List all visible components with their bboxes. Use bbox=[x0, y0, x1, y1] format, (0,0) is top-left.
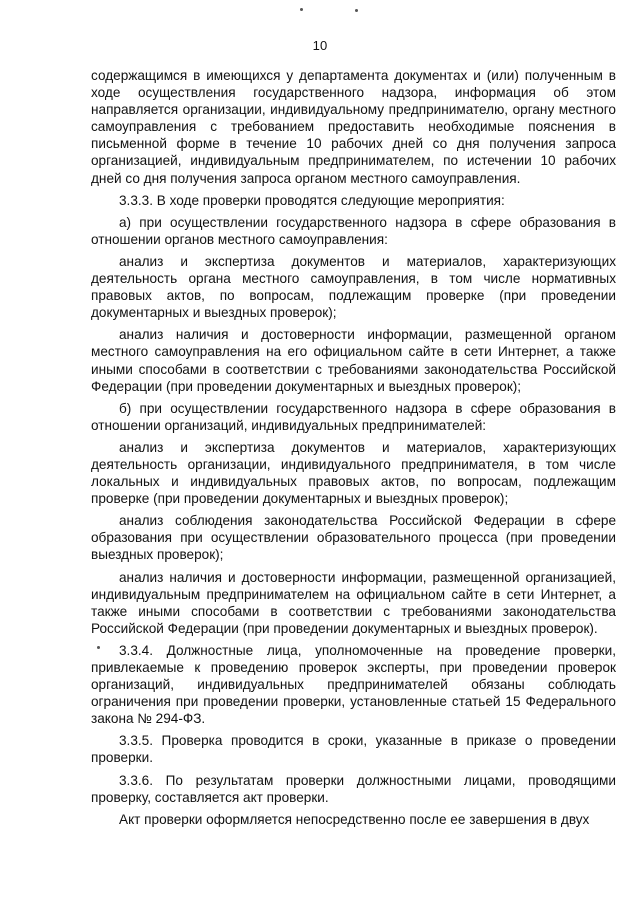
scan-speck-top bbox=[300, 8, 303, 11]
paragraph-3: а) при осуществлении государственного надзора в сфере образования в отношении органов местного самоуправления: bbox=[91, 214, 616, 247]
paragraph-13: Акт проверки оформляется непосредственно после ее завершения в двух bbox=[119, 811, 590, 827]
paragraph-11: 3.3.5. Проверка проводится в сроки, указанные в приказе о проведении проверки. bbox=[91, 733, 616, 766]
paragraph-8: анализ соблюдения законодательства Российской Федерации в сфере образования при осуществлении образовательного процесса (при проведении выездных проверок); bbox=[91, 513, 616, 563]
paragraph-9: анализ наличия и достоверности информации, размещенной организацией, индивидуальным предпринимателем на официальном сайте в сети Интернет, а также иными способами в соответствии с требованиями законодательства Российской Федерации (при проведении документарных и выездных проверок). bbox=[91, 569, 616, 636]
paragraph-6: б) при осуществлении государственного надзора в сфере образования в отношении организаций, индивидуальных предпринимателей: bbox=[91, 400, 616, 433]
scan-speck-top-2 bbox=[355, 9, 358, 12]
paragraph-7: анализ и экспертиза документов и материалов, характеризующих деятельность организации, индивидуального предпринимателя, в том числе локальных и индивидуальных правовых актов, по вопросам, подлежащим проверке (при проведении документарных и выездных проверок); bbox=[91, 439, 616, 507]
paragraph-1: содержащимся в имеющихся у департамента документах и (или) полученным в ходе осуществления государственного надзора, информация об этом направляется организации, индивидуальному предпринимателю, органу местного самоуправления с требованием предоставить необходимые пояснения в письменной форме в течение 10 рабочих дней со дня получения запроса организацией, индивидуальным предпринимателем, по истечении 10 рабочих дней со дня получения запроса органом местного самоуправления. bbox=[91, 68, 616, 186]
document-body bbox=[91, 67, 616, 833]
paragraph-10: 3.3.4. Должностные лица, уполномоченные на проведение проверки, привлекаемые к проведению проверок эксперты, при проведении проверок организаций, индивидуальных предпринимателей обязаны соблюдать ограничения при проведении проверки, установленные статьей 15 Федерального закона № 294-ФЗ. bbox=[91, 642, 616, 727]
page-number: 10 bbox=[312, 38, 328, 53]
paragraph-12: 3.3.6. По результатам проверки должностными лицами, проводящими проверку, составляется акт проверки. bbox=[91, 772, 616, 805]
paragraph-2: 3.3.3. В ходе проверки проводятся следующие мероприятия: bbox=[119, 192, 505, 208]
paragraph-4: анализ и экспертиза документов и материалов, характеризующих деятельность органа местного самоуправления, в том числе нормативных правовых актов, по вопросам, подлежащим проверке (при проведении документарных и выездных проверок); bbox=[91, 253, 616, 321]
paragraph-5: анализ наличия и достоверности информации, размещенной органом местного самоуправления на его официальном сайте в сети Интернет, а также иными способами в соответствии с требованиями законодательства Российской Федерации (при проведении документарных и выездных проверок); bbox=[91, 327, 616, 394]
